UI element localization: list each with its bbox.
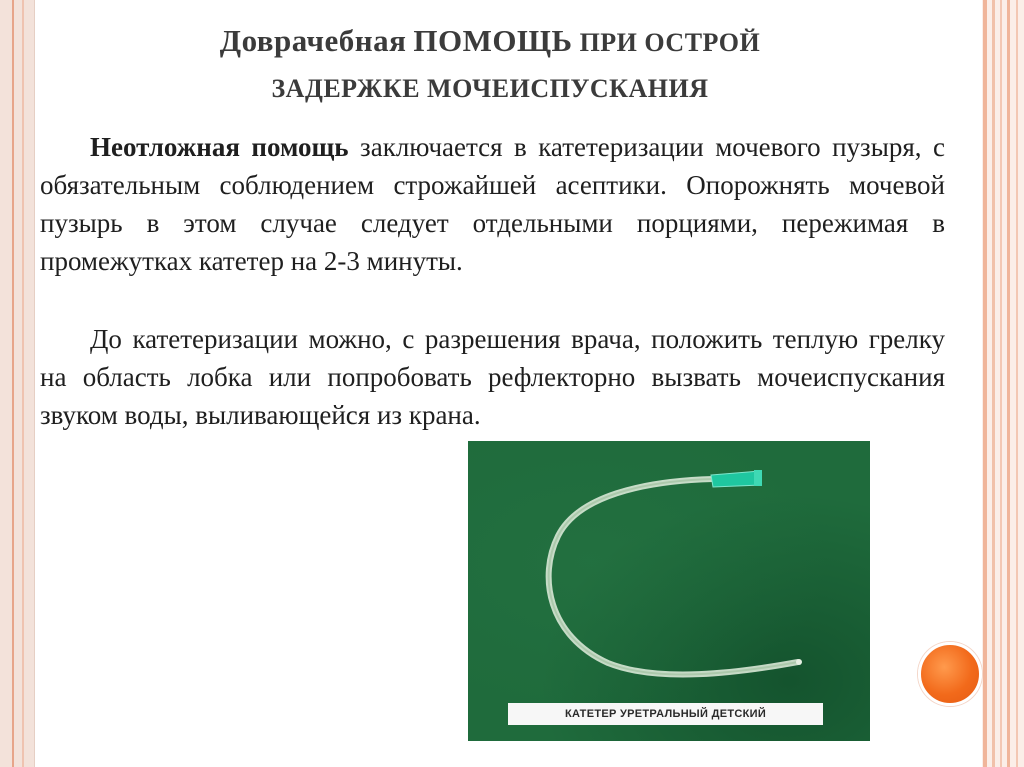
paragraph-emphasis: Неотложная помощь [90,132,349,162]
left-decor-line [22,0,24,767]
title-part: Доврачебная [219,23,407,58]
body-paragraph-1 [40,128,945,280]
title-part: ПОМОЩЬ [413,23,573,58]
catheter-photo [468,441,870,741]
right-decor-line [1007,0,1010,767]
left-decor-band [0,0,35,767]
left-decor-line [12,0,14,767]
decor-circle-icon [918,642,982,706]
slide-title [100,18,880,112]
right-decor-line [1000,0,1002,767]
right-decor-line [1016,0,1018,767]
photo-caption: КАТЕТЕР УРЕТРАЛЬНЫЙ ДЕТСКИЙ [508,703,823,725]
title-line-1 [100,18,880,66]
right-decor-line [992,0,995,767]
catheter-tube-illustration [468,441,870,741]
body-paragraph-2: До катетеризации можно, с разрешения врача, положить теплую грелку на область лобка или попробовать рефлекторно вызвать мочеиспускания звуком воды, выливающейся из крана. [40,324,945,430]
paragraph-text: заключается в катетеризации мочевого пузыря, с обязательным соблюдением строжайшей асептики. Опорожнять мочевой пузырь в этом случае следует отдельными порциями, пережимая в промежутках катетер на 2-3 минуты. [40,132,945,276]
right-decor-line [983,0,987,767]
title-part: ПРИ ОСТРОЙ [579,28,761,57]
title-line-2: ЗАДЕРЖКЕ МОЧЕИСПУСКАНИЯ [271,74,709,103]
